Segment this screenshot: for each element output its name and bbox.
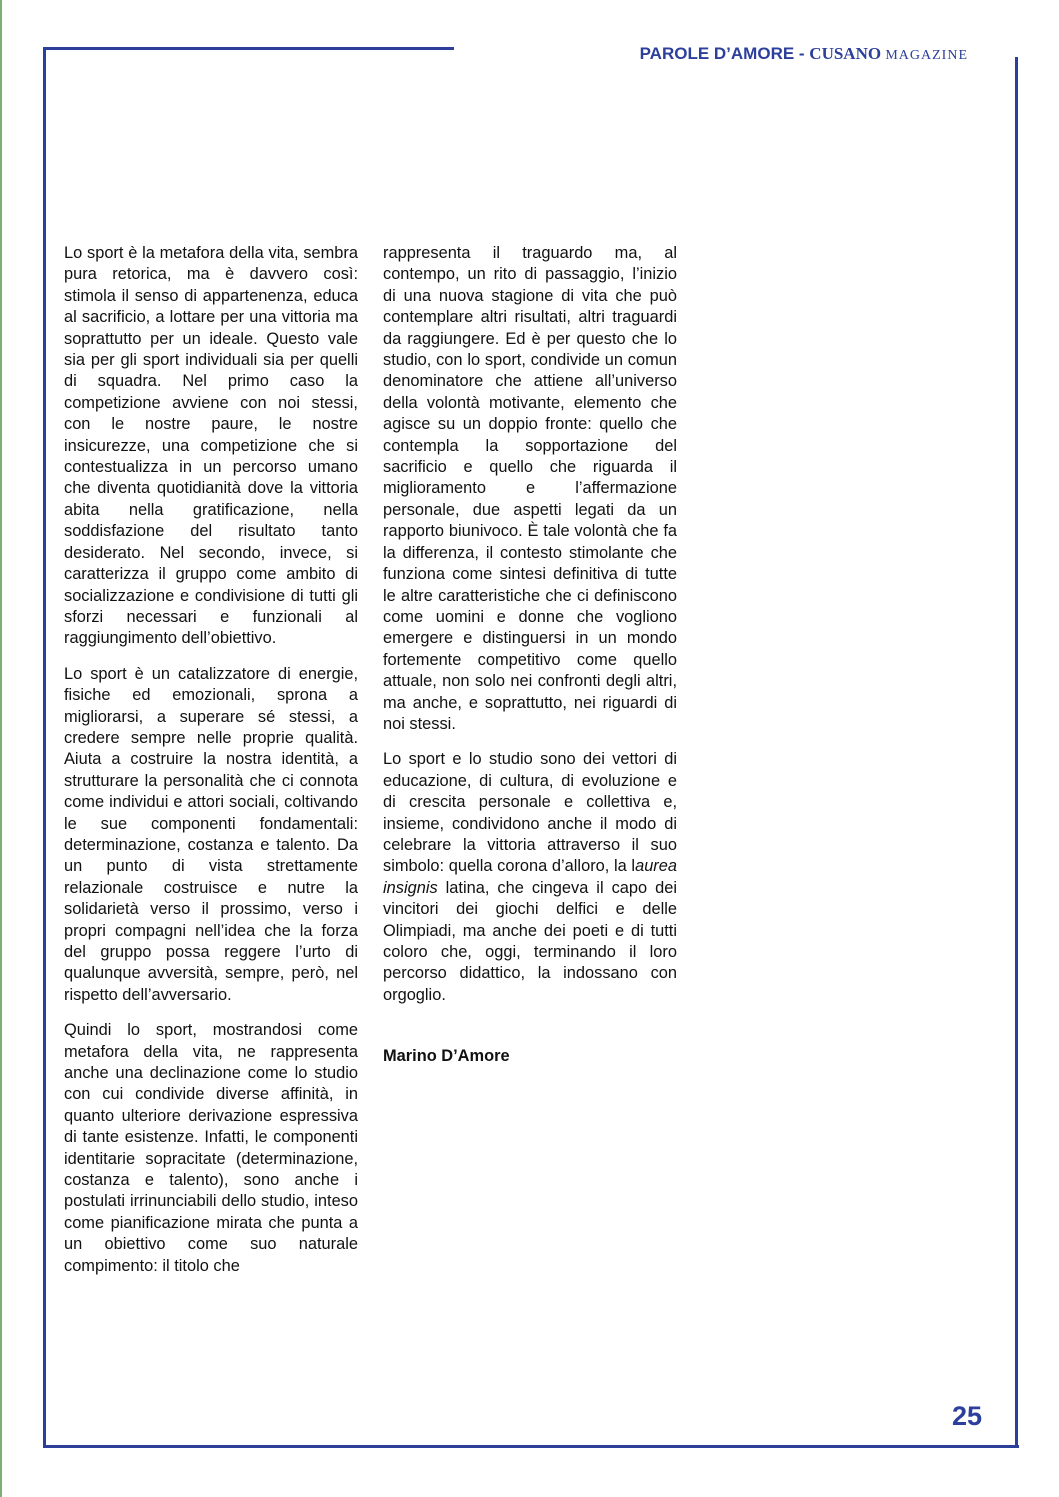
page-number: 25 xyxy=(952,1401,983,1431)
frame-top-rule xyxy=(43,47,454,50)
paragraph: rappresenta il traguardo ma, al contempo, un rito di passaggio, l’inizio di una nuova stagione di vita che può contemplare altri risultati, altri traguardi da raggiungere. Ed è per questo che lo studio, con lo sport, condivide un comun denominatore che attiene all’universo della volontà motivante, elemento che agisce su un doppio fronte: quello che contempla la sopportazione del sacrificio e quello che riguarda il miglioramento e l’affermazione personale, due aspetti legati da un rapporto biunivoco. È tale volontà che fa la differenza, il contesto stimolante che funziona come sintesi definitiva di tutte le altre caratteristiche che ci definiscono come uomini e donne che vogliono emergere e distinguersi in un mondo fortemente competitivo come quello attuale, non solo nei confronti degli altri, ma anche, e soprattutto, nei riguardi di noi stessi. xyxy=(383,244,677,733)
page-edge-strip xyxy=(0,0,2,1497)
author-name: Marino D’Amore xyxy=(383,1047,510,1066)
latin-phrase: aurea insignis xyxy=(383,857,677,897)
article-column-left xyxy=(64,243,358,1291)
magazine-brand-sub: MAGAZINE xyxy=(885,48,968,63)
paragraph: Lo sport è un catalizzatore di energie, fisiche ed emozionali, sprona a migliorarsi, a superare sé stessi, a credere sempre nelle proprie qualità. Aiuta a costruire la nostra identità, a strutturare la personalità che ci connota come individui e attori sociali, coltivando le sue componenti fondamentali: determinazione, costanza e talento. Da un punto di vista strettamente relazionale costruisce e nutre la solidarietà verso il prossimo, verso i propri compagni nell’idea che la forza del gruppo possa reggere l’urto di qualunque avversità, sempre, però, nel rispetto dell’avversario. xyxy=(64,664,358,1004)
paragraph: Lo sport è la metafora della vita, sembra pura retorica, ma è davvero così: stimola il senso di appartenenza, educa al sacrificio, a lottare per una vittoria ma soprattutto per un ideale. Questo vale sia per gli sport individuali sia per quelli di squadra. Nel primo caso la competizione avviene con noi stessi, con le nostre paure, le nostre insicurezze, una competizione che si contestualizza in un percorso umano che diventa quotidianità dove la vittoria abita nella gratificazione, nella soddisfazione del risultato tanto desiderato. Nel secondo, invece, si caratterizza il gruppo come ambito di socializzazione e condivisione di tutti gli sforzi necessari e funzionali al raggiungimento dell’obiettivo. xyxy=(64,244,358,648)
section-title: PAROLE D’AMORE - xyxy=(639,44,810,63)
paragraph: Quindi lo sport, mostrandosi come metafora della vita, ne rappresenta anche una declinazione come lo studio con cui condivide diverse affinità, in quanto ulteriore derivazione espressiva di tante esistenze. Infatti, le componenti identitarie sopracitate (determinazione, costanza e talento), sono anche i postulati irrinunciabili dello studio, inteso come pianificazione mirata che punta a un obiettivo come suo naturale compimento: il titolo che xyxy=(64,1021,358,1275)
frame-left-rule xyxy=(43,47,46,1448)
magazine-brand: CUSANO xyxy=(809,44,886,63)
running-header xyxy=(640,44,968,64)
paragraph xyxy=(383,749,677,1006)
frame-bottom-rule xyxy=(43,1445,1019,1448)
paragraph-text: latina, che cingeva il capo dei vincitori dei giochi delfici e delle Olimpiadi, ma anche dei poeti e di tutti coloro che, oggi, terminando il loro percorso didattico, la indossano con orgoglio. xyxy=(383,878,677,1004)
paragraph-text: Lo sport e lo studio sono dei vettori di educazione, di cultura, di evoluzione e di crescita personale e collettiva e, insieme, condividono anche il modo di celebrare la vittoria attraverso il suo simbolo: quella corona d’alloro, la l xyxy=(383,750,677,876)
frame-right-rule xyxy=(1015,57,1018,1448)
article-column-right xyxy=(383,243,677,1082)
